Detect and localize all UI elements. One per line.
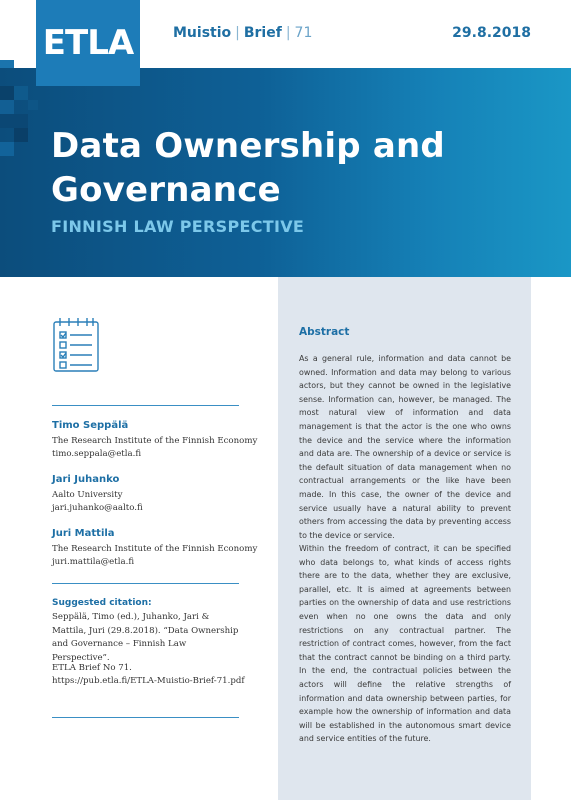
title-line-2: Governance (51, 170, 281, 210)
header-band (0, 0, 571, 277)
etla-logo: ETLA (36, 0, 140, 86)
author-name: Timo Seppälä (52, 420, 129, 431)
brief-reference (52, 662, 252, 688)
author-affiliation: The Research Institute of the Finnish Economy (52, 436, 258, 446)
series-brief: Brief (243, 25, 282, 41)
decor-square (0, 100, 14, 114)
series-separator: | (235, 25, 240, 41)
author-email[interactable]: jari.juhanko@aalto.fi (52, 503, 143, 513)
series-separator: | (285, 25, 291, 41)
checklist-clipboard-icon (52, 317, 100, 373)
decor-square (0, 114, 28, 128)
decor-square (0, 86, 14, 100)
document-subtitle: FINNISH LAW PERSPECTIVE (51, 217, 305, 236)
author-block (52, 420, 258, 461)
decor-square (14, 128, 28, 142)
title-line-1: Data Ownership and (51, 126, 445, 166)
author-name: Juri Mattila (52, 528, 115, 539)
publication-date: 29.8.2018 (452, 25, 531, 41)
abstract-paragraph-2: Within the freedom of contract, it can be specified who data belongs to, what kinds of access rights there are to the data, whether they are exclusive, parallel, etc. It is aimed at agreements between parties on the ownership of data and use restrictions even when no one owns the data and only restrictions on any contractual partner. The restriction of contract comes, however, from the fact that the contract cannot be binding on a third party. In the end, the contractual policies between the actors will define the relative strengths of information and data ownership between parties, for example how the ownership of information and data will be established in the autonomous smart device and service entities of the future. (299, 544, 511, 744)
divider (52, 717, 239, 718)
brief-number: ETLA Brief No 71. (52, 663, 132, 673)
divider (52, 583, 239, 584)
abstract-panel (278, 277, 531, 800)
author-email[interactable]: timo.seppala@etla.fi (52, 449, 142, 459)
decor-square (0, 60, 14, 68)
author-block (52, 474, 252, 515)
author-affiliation: Aalto University (52, 490, 123, 500)
series-muistio: Muistio (173, 25, 232, 41)
brief-url[interactable]: https://pub.etla.fi/ETLA-Muistio-Brief-71.pdf (52, 676, 245, 686)
citation-text: Seppälä, Timo (ed.), Juhanko, Jari & Mattila, Juri (29.8.2018). “Data Ownership and Governance – Finnish Law Perspective”. (52, 612, 239, 663)
abstract-heading: Abstract (299, 326, 350, 338)
decor-square (0, 142, 14, 156)
document-title (51, 124, 551, 212)
citation-heading: Suggested citation: (52, 598, 152, 608)
series-label (173, 25, 312, 41)
suggested-citation (52, 598, 252, 665)
author-name: Jari Juhanko (52, 474, 120, 485)
author-block (52, 528, 258, 569)
author-affiliation: The Research Institute of the Finnish Economy (52, 544, 258, 554)
divider (52, 405, 239, 406)
decor-square (14, 86, 28, 100)
author-email[interactable]: juri.mattila@etla.fi (52, 557, 135, 567)
series-number: 71 (294, 25, 313, 41)
decor-square (28, 100, 38, 110)
abstract-paragraph-1: As a general rule, information and data cannot be owned. Information and data may belong to various actors, but they cannot be owned in the legislative sense. Information can, however, be managed. The most natural view of information and data management is that the actor is the one who owns the device and the service where the information and data are. The ownership of a device or service is the default situation of data management when no contractual arrangements or the like have been made. In this case, the owner of the device and service usually have a natural ability to prevent others from accessing the data by preventing access to the device or service. (299, 354, 511, 540)
